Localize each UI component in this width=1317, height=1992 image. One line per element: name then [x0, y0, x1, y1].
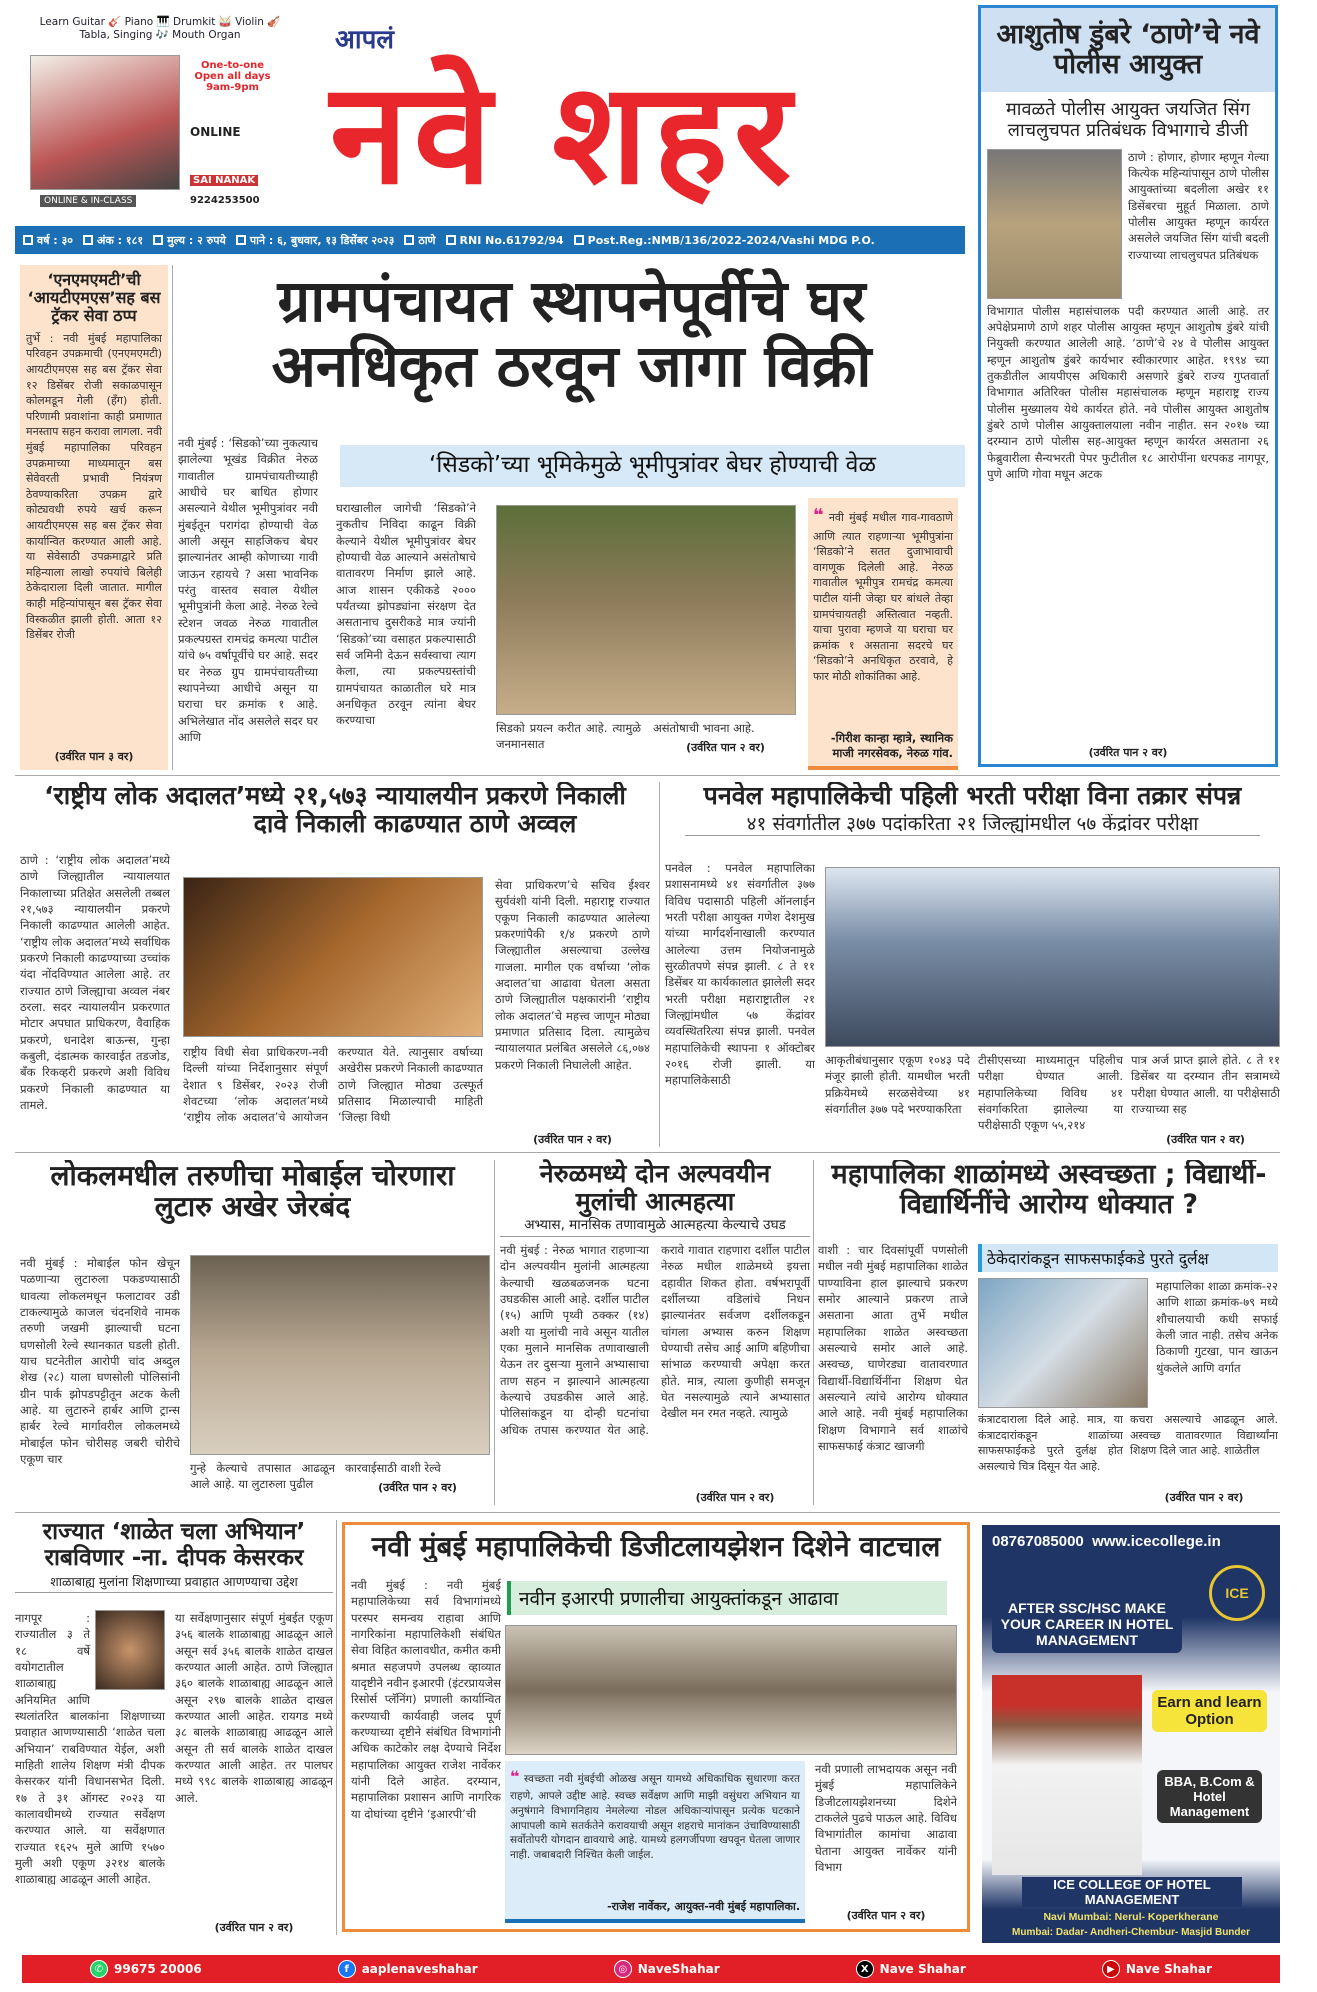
digital-continued[interactable]: (उर्वरित पान २ वर) — [846, 1909, 926, 1922]
mobile-body: नवी मुंबई : मोबाईल फोन खेचून पळणाऱ्या लुटारुला पकडण्यासाठी धावत्या लोकलमधून फलाटावर उडी टाकल्यामुळे काजल चंदनशिवे नामक तरुणी जखमी झाल्याची घटना घणसोली रेल्वे स्थानकात घडली होती. याच घटनेतील आरोपी चांद अब्दुल शेख (२८) याला घणसोली पोलिसांनी ग्रीन पार्क झोपडपट्टीतून अटक केली आहे. या लुटारुने हार्बर आणि ट्रान्स हार्बर रेल्वे मार्गावरील लोकलमध्ये मोबाईल फोन चोरीसह जबरी चोरीचे एकूण चार — [20, 1256, 180, 1466]
dirty-toilet-photo — [978, 1278, 1148, 1408]
issue-info-label: मुल्य : २ रुपये — [167, 233, 226, 247]
panvel-col4-wrap — [1131, 1052, 1280, 1147]
ad-offer: One-to-one Open all days 9am-9pm — [194, 60, 271, 93]
issue-info-label: ठाणे — [418, 233, 436, 247]
panvel-col4: पात्र अर्ज प्राप्त झाले होते. ८ ते ११ डिसेंबर या दरम्यान तीन सत्रामध्ये परीक्षा घेण्यात आली. या परीक्षेसाठी राज्याच्या सह — [1131, 1053, 1280, 1116]
school-side: महापालिका शाळा क्रमांक-२२ आणि शाळा क्रमांक-७९ मध्ये शौचालयाची कधी सफाई केली जात नाही. तसेच अनेक ठिकाणी गुटखा, पान खाऊन थुंकलेले आणि वर्गात — [1156, 1279, 1278, 1375]
gavel-photo — [183, 877, 483, 1037]
nmmt-story — [20, 265, 168, 770]
ad-loc1: Navi Mumbai: Nerul- Koperkherane — [1043, 1911, 1219, 1923]
social-label: Nave Shahar — [879, 1962, 966, 1976]
ad-contact: 08767085000 www.icecollege.in — [992, 1533, 1221, 1550]
x-icon: X — [856, 1960, 874, 1978]
issue-info-label: वर्ष : ३० — [37, 233, 73, 247]
panvel-exam-story — [665, 782, 1280, 1147]
adalat-col3: सेवा प्राधिकरण’चे सचिव ईश्वर सुर्यवंशी यांनी दिली. महाराष्ट्र राज्यात एकूण निकाली काढण्यात आलेल्या प्रकरणांपैकी १/४ प्रकरणे ठाणे जिल्ह्यातील असल्याचा उल्लेख गाजला. मागील एक वर्षाच्या ‘लोक अदालत’चा आढावा घेतला असता ठाणे जिल्ह्यातील पक्षकारांनी ‘राष्ट्रीय लोक अदालत’चे महत्त्व जाणून मोठ्या प्रमाणात प्रतिसाद दिला. त्यामुळेच न्यायालयात प्रलंबित असलेले ८६,०७४ प्रकरणे निकाली निघालेली आहेत. — [495, 878, 650, 1072]
checkbox-bullet-icon — [83, 235, 93, 245]
panvel-headline: पनवेल महापालिकेची पहिली भरती परीक्षा विना तक्रार संपन्न — [703, 782, 1242, 810]
lead-story — [178, 265, 965, 770]
panvel-col3: टीसीएसच्या माध्यमातून पहिलीच परीक्षा घेण्यात आली. महापालिकेच्या विविध ४१ संवर्गाकरिता झालेल्या या परीक्षेसाठी एकूण ५५,२१४ — [978, 1053, 1123, 1133]
nerul-body: नवी मुंबई : नेरुळ भागात राहणाऱ्या दोन अल्पवयीन मुलांनी आत्महत्या केल्याची खळबळजनक घटना उघडकीस आली आहे. दर्शील पाटील (१५) आणि पृथ्वी ठक्कर (१४) अशी या मुलांची नावे असून यातील एका मुलाने मानसिक तणावाखाली येऊन तर दुसऱ्या मुलाने अभ्यासाचा ताण सहन न झाल्याने आत्महत्या केल्याचे उघडकीस आले आहे. पोलिसांकडून या दोन्ही घटनांचा अधिक तपास करण्यात येत आहे. करावे गावात राहणारा दर्शील पाटील नेरुळ मधील शाळेमध्ये इयत्ता दहावीत शिकत होता. वर्षभरापूर्वी दर्शीलच्या वडिलांचे निधन झाल्यानंतर सर्वजण दर्शीलकडून चांगला अभ्यास करुन शिक्षण घेण्याची तसेच आई आणि बहिणीचा सांभाळ करण्याची अपेक्षा करत होते. मात्र, त्याला कुणीही समजून घेत नसल्यामुळे त्याने अभ्यासात देखील मन रमत नव्हते. त्यामुळे — [500, 1243, 810, 1437]
lead-quote-wrap — [813, 503, 953, 728]
digital-subhead: नवीन इआरपी प्रणालीचा आयुक्तांकडून आढावा — [507, 1581, 947, 1615]
chef-photo — [992, 1675, 1142, 1875]
checkbox-bullet-icon — [153, 235, 163, 245]
shala-subhead: शाळाबाह्य मुलांना शिक्षणाच्या प्रवाहात आणण्याचा उद्देश — [15, 1575, 333, 1593]
nerul-headline: नेरुळमध्ये दोन अल्पवयीन मुलांची आत्महत्या — [539, 1159, 771, 1216]
social-label: Nave Shahar — [1125, 1962, 1212, 1976]
panvel-continued[interactable]: (उर्वरित पान २ वर) — [1166, 1133, 1245, 1146]
panvel-subhead: ४१ संवर्गातील ३७७ पदांकरिता २१ जिल्ह्यांमधील ५७ केंद्रांवर परीक्षा — [685, 814, 1260, 836]
lok-adalat-story — [15, 782, 655, 1147]
old-house-photo — [496, 505, 796, 715]
police-continued[interactable]: (उर्वरित पान २ वर) — [981, 745, 1275, 764]
ad-brand: SAI NANAK — [190, 175, 258, 186]
police-body-top: ठाणे : होणार, होणार म्हणून गेल्या कित्येक महिन्यांपासून ठाणे पोलीस आयुक्तांच्या बदलीला अखेर ११ डिसेंबरचा मुहूर्त मिळाला. ठाणे पोलीस आयुक्त म्हणून कार्यरत असलेले जयजित सिंग यांची बदली राज्याच्या लाचलुचपत प्रतिबंधक — [1128, 149, 1269, 262]
digital-side: नवी प्रणाली लाभदायक असून नवी मुंबई महापालिकेने डिजीटलायझेशनच्या दिशेने टाकलेले पुढचे पाऊल आहे. विविध विभागांतील कामांचा आढावा घेताना आयुक्त नार्वेकर यांनी विभाग — [815, 1762, 957, 1874]
nmmt-headline: ‘एनएमएमटी’ची ‘आयटीएमएस’सह बस ट्रॅकर सेवा ठप्प — [27, 270, 161, 325]
nerul-continued[interactable]: (उर्वरित पान २ वर) — [695, 1491, 775, 1504]
ice-logo: ICE — [1209, 1565, 1265, 1621]
social-link[interactable] — [614, 1960, 720, 1978]
issue-info-item — [404, 233, 435, 248]
masthead-title: नवे शहर — [330, 53, 798, 216]
panvel-body: पनवेल : पनवेल महापालिका प्रशासनामध्ये ४१ संवर्गातील ३७७ विविध पदासाठी पहिली ऑनलाईन भरती परीक्षा आयुक्त गणेश देशमुख यांच्या मार्गदर्शनाखाली करण्यात आलेल्या उत्तम नियोजनामुळे सुरळीतपणे संपन्न झाली. ८ ते ११ डिसेंबर या कार्यकालात झालेली सदर भरती परीक्षा महाराष्ट्रातील २१ जिल्ह्यांमधील ५७ केंद्रांवर व्यवस्थितरित्या संपन्न झाली. पनवेल महापालिकेची स्थापना १ ऑक्टोबर २०१६ रोजी झाली. या महापालिकेसाठी — [665, 861, 815, 1088]
exam-team-photo — [825, 867, 1280, 1047]
lead-subhead: ‘सिडको’च्या भूमिकेमुळे भूमीपुत्रांवर बेघर होण्याची वेळ — [340, 445, 965, 487]
school-continued[interactable]: (उर्वरित पान २ वर) — [1164, 1491, 1244, 1504]
shala-headline: राज्यात ‘शाळेत चला अभियान’ राबविणार -ना. दीपक केसरकर — [42, 1519, 306, 1571]
social-link[interactable] — [856, 1960, 966, 1978]
digitalisation-story — [342, 1522, 970, 1932]
police-commissioner-story — [978, 5, 1278, 767]
checkbox-bullet-icon — [446, 235, 456, 245]
issue-info-item — [574, 234, 875, 247]
police-body: विभागात पोलीस महासंचालक पदी करण्यात आली आहे. तर अपेक्षेप्रमाणे ठाणे शहर पोलीस आयुक्त म्हणून आशुतोष डुंबरे यांची नियुक्ती करण्यात आलेली आहे. ‘ठाणे’चे २४ वे पोलीस आयुक्त म्हणून आशुतोष डुंबरे कार्यभार स्वीकारणार आहेत. १९९४ च्या तुकडीतील आयपीएस अधिकारी असणारे डुंबरे राज्य गुप्तवार्ता विभागात अतिरिक्त पोलीस महासंचालक म्हणून महाराष्ट्र राज्य पोलीस मुख्यालय येथे कार्यरत होते. नवे पोलीस आयुक्त आशुतोष डुंबरे ठाणे पोलीस आयुक्तालयाला नवीन नाहीत. सन २०१७ च्या दरम्यान ठाणे पोलीस सह-आयुक्त म्हणून कार्यरत असताना २६ फेब्रुवारीला सैन्यभरती पेपर फुटीतील १८ आरोपींना धरपकड नागपूर, पुणे आणि गोवा मधून अटक — [987, 303, 1269, 482]
quote-icon: ❝ — [813, 505, 824, 526]
lead-caption-left: सिडको प्रयत्न करीत आहे. त्यामुळे जनमानसात — [496, 721, 641, 752]
digital-body: नवी मुंबई : नवी मुंबई महापालिकेच्या सर्व विभागांमध्ये परस्पर समन्वय राहावा आणि नागरिकांना महापालिकेशी संबंधित सेवा विहित कालावधीत, कमीत कमी श्रमात सहजपणे उपलब्ध व्हाव्यात यादृष्टीने नवीन इआरपी (इंटरप्रायजेस रिसोर्स प्लॅनिंग) प्रणाली कार्यान्वित करण्याची कार्यवाही जलद पूर्ण करण्याच्या दृष्टीने संबंधित विभागांनी अधिक काटेकोर लक्ष देण्याचे निर्देश महापालिका आयुक्त राजेश नार्वेकर यांनी दिले आहेत. दरम्यान, महापालिका प्रशासन आणि नागरिक या दोघांच्या दृष्टीने ‘इआरपी’ची — [351, 1578, 501, 1821]
checkbox-bullet-icon — [23, 235, 33, 245]
shala-continued[interactable]: (उर्वरित पान २ वर) — [214, 1921, 294, 1934]
checkbox-bullet-icon — [574, 235, 584, 245]
mobile-continued[interactable]: (उर्वरित पान २ वर) — [378, 1481, 457, 1495]
facebook-icon: f — [338, 1960, 356, 1978]
school-caption2: कचरा असल्याचे आढळून आले. अस्वच्छ वातावरणात विद्यार्थ्यांना शिक्षण दिले जात आहे. शाळेतील — [1130, 1413, 1278, 1458]
social-link[interactable] — [1102, 1960, 1212, 1978]
ad-pitch: AFTER SSC/HSC MAKE YOUR CAREER IN HOTEL MANAGEMENT — [992, 1595, 1182, 1653]
school-headline: महापालिका शाळांमध्ये अस्वच्छता ; विद्यार्थी-विद्यार्थिनींचे आरोग्य धोक्यात ? — [831, 1160, 1267, 1221]
mobile-thief-story — [15, 1160, 490, 1505]
adalat-subhead: दावे निकाली काढण्यात ठाणे अव्वल — [253, 810, 577, 838]
lead-continued[interactable]: (उर्वरित पान २ वर) — [686, 741, 765, 755]
youtube-icon: ▶ — [1102, 1960, 1120, 1978]
divider — [813, 1160, 814, 1505]
shala-col2: या सर्वेक्षणानुसार संपूर्ण मुंबईत एकूण ३५६ बालके शाळाबाह्य आढळून आले असून सर्व ३५६ बालके शाळेत दाखल करण्यात आली आहेत. ठाणे जिल्ह्यात ३६० बालके शाळाबाह्य आढळून आले असून २९७ बालके शाळेत दाखल करण्यात आली आहेत. रायगड मध्ये ३८ बालके शाळाबाह्य आढळून आले असून ती सर्व बालके शाळेत दाखल करण्यात आली आहेत. तर पालघर मध्ये ९९८ बालके शाळाबाह्य आढळून आले. — [175, 1611, 333, 1805]
digital-headline: नवी मुंबई महापालिकेची डिजीटलायझेशन दिशेने वाटचाल — [371, 1531, 941, 1563]
issue-info-bar — [15, 226, 965, 254]
panvel-col2: आकृतीबंधानुसार एकूण १०४३ पदे मंजूर झाली होती. यामधील भरती प्रक्रियेमध्ये सरळसेवेच्या ४१ संवर्गातील ३७७ पदे भरण्याकरिता — [825, 1053, 970, 1116]
digital-quote-wrap — [510, 1766, 800, 1899]
social-label: NaveShahar — [637, 1962, 720, 1976]
school-hygiene-story — [818, 1160, 1280, 1505]
school-subhead: ठेकेदारांकडून साफसफाईकडे पुरते दुर्लक्ष — [978, 1244, 1278, 1272]
school-caption1: कंत्राटदाराला दिले आहे. मात्र, या कंत्राटदारांकडून शाळांच्या साफसफाईकडे पुरते दुर्लक्ष होत असल्याचे चित्र दिसून येत आहे. — [978, 1413, 1123, 1473]
divider — [15, 1152, 1280, 1153]
divider — [15, 1512, 1280, 1513]
school-caption2-wrap — [1130, 1412, 1278, 1505]
ad-line2: Tabla, Singing 🎶 Mouth Organ — [79, 29, 241, 41]
mobile-caption2-wrap — [345, 1460, 490, 1495]
quote-icon: ❝ — [510, 1767, 520, 1786]
issue-info-label: RNI No.61792/94 — [459, 233, 564, 247]
shala-body: नागपूर : राज्यातील ३ ते १८ वर्षे वयोगटातील शाळाबाह्य अनियमित आणि स्थलांतरित बालकांना शिक्षणाच्या प्रवाहात आणण्यासाठी ‘शाळेत चला अभियान’ राबविण्यात येईल, अशी माहिती शालेय शिक्षण मंत्री दीपक केसरकर यांनी विधानसभेत दिली. १७ ते ३१ ऑगस्ट २०२३ या कालावधीमध्ये राज्यात सर्वेक्षण करण्यात आले. या सर्वेक्षणात राज्यात १६२५ मुले आणि १५७० मुली अशी एकूण ३२१४ बालके शाळाबाह्य आढळून आली आहेत. — [15, 1611, 165, 1887]
issue-info-label: अंक : १८१ — [96, 233, 144, 247]
shala-col2-wrap — [175, 1610, 333, 1935]
lead-caption-right: असंतोषाची भावना आहे. — [653, 721, 755, 735]
issue-info-label: पाने : ६, बुधवार, १३ डिसेंबर २०२३ — [249, 233, 395, 247]
nmmt-body: तुर्भे : नवी मुंबई महापालिका परिवहन उपक्रमाची (एनएमएमटी) आयटीएमएस सह बस ट्रॅकर सेवा १२ डिसेंबर रोजी सकाळपासून कोलमडून गेली (हँग) होती. परिणामी प्रवाशांना काही प्रमाणात मनस्ताप सहन करावा लागला. नवी मुंबई महापालिका परिवहन उपक्रमाच्या माध्यमातून बस सेवेवरती प्रभावी नियंत्रण ठेवण्याकरिता उपक्रम द्वारे कोट्यवधी रुपये खर्च करून आयटीएमएस सह बस ट्रॅकर सेवा कार्यान्वित करण्यात आली आहे. या सेवेसाठी उपक्रमाद्वारे प्रति महिन्याला लाखो रुपयांचे बिलेही ठेकेदाराला दिली जातात. मागील काही महिन्यांपासून बस ट्रॅकर सेवा विस्कळीत झाली होती. आता १२ डिसेंबर रोजी — [26, 331, 162, 642]
nmmt-continued[interactable]: (उर्वरित पान ३ वर) — [54, 750, 134, 763]
digital-quote-box — [505, 1761, 805, 1923]
ad-phone: 9224253500 — [190, 195, 260, 206]
masthead-logo — [330, 20, 970, 220]
mobile-caption1: गुन्हे केल्याचे तपासात आढळून आले आहे. या लुटारुला पुढील — [190, 1461, 335, 1492]
mobile-caption2: कारवाईसाठी वाशी रेल्वे — [345, 1461, 441, 1475]
divider — [172, 265, 173, 770]
adalat-col1: ठाणे : ‘राष्ट्रीय लोक अदालत’मध्ये ठाणे जिल्ह्यातील न्यायालयात निकालाच्या प्रतिक्षेत असलेली तब्बल २१,५७३ न्यायालयीन प्रकरणे निकाली काढण्यात आलेली आहेत. ‘राष्ट्रीय लोक अदालत’मध्ये सर्वाधिक प्रकरणे निकाली काढण्याच्या उच्चांक यंदा नोंदविण्यात आलेला आहे. तर राज्यात ठाणे जिल्ह्याचा अव्वल नंबर ठरला. सदर न्यायालयीन प्रकरणात मोटार अपघात प्राधिकरण, वैवाहिक प्रकरणे, धनादेश बाऊन्स, गुन्हा कबुली, दंडात्मक कारवाईत तडजोड, बँक रिकव्हरी प्रकरणे अशी विविध प्रकरणे निकाली काढण्यात या तामले. — [20, 853, 170, 1112]
lead-headline: ग्रामपंचायत स्थापनेपूर्वीचे घर अनधिकृत ठरवून जागा विक्री — [271, 267, 872, 400]
police-headline: आशुतोष डुंबरे ‘ठाणे’चे नवे पोलीस आयुक्त — [981, 8, 1275, 92]
divider — [15, 775, 1280, 776]
issue-info-item — [83, 233, 143, 248]
lead-quote-author: -गिरीश कान्हा म्हात्रे, स्थानिक माजी नगरसेवक, नेरुळ गांव. — [830, 731, 953, 760]
review-meeting-photo — [505, 1625, 957, 1755]
school-campaign-story — [15, 1520, 333, 1935]
shala-body-wrap — [15, 1610, 165, 1935]
social-link[interactable] — [338, 1960, 478, 1978]
ad-earn: Earn and learn Option — [1152, 1690, 1267, 1732]
digital-quote-author: -राजेश नार्वेकर, आयुक्त-नवी मुंबई महापालिका. — [607, 1900, 800, 1913]
lead-caption-right-wrap — [653, 720, 798, 755]
social-label: 99675 20006 — [114, 1962, 202, 1976]
social-link[interactable] — [90, 1960, 202, 1978]
arrested-suspect-photo — [190, 1255, 490, 1455]
checkbox-bullet-icon — [404, 235, 414, 245]
ice-college-ad[interactable] — [982, 1525, 1280, 1943]
social-footer-bar — [22, 1955, 1280, 1983]
issue-info-label: Post.Reg.:NMB/136/2022-2024/Vashi MDG P.O. — [587, 233, 875, 247]
ad-line1: Learn Guitar 🎸 Piano 🎹 Drumkit 🥁 Violin 🎻 — [39, 16, 281, 28]
social-label: aaplenaveshahar — [361, 1962, 478, 1976]
ad-college: ICE COLLEGE OF HOTEL MANAGEMENT — [1022, 1877, 1242, 1907]
lead-col1: नवी मुंबई : ‘सिडको’च्या नुकत्याच झालेल्या भूखंड विक्रीत नेरुळ गावातील ग्रामपंचायतीच्याही आधीचे घर बाधित होणार असल्याने येथील भूमीपुत्रांवर नवी मुंबईतून परागंदा होण्याची वेळ आली असून साहजिकच बेघर झाल्यानंतर आम्ही कोणाच्या गावी जाऊन रहायचे ? असा भावनिक परंतु वास्तव सवाल येथील भूमीपुत्रांनी केला आहे. नेरुळ रेल्वे स्टेशन जवळ नेरुळ गावातील प्रकल्पग्रस्त रामचंद्र कमत्या पाटील यांचे ७५ वर्षापूर्वीचे घर आहे. सदर घर नेरुळ ग्रुप ग्रामपंचायतीच्या स्थापनेच्या आधीचे असून या घराचा घर क्रमांक १ आहे. अभिलेखात नोंद असलेले सदर घर आणि — [178, 436, 318, 744]
ad-loc2: Mumbai: Dadar- Andheri-Chembur- Masjid Bunder — [1012, 1927, 1250, 1938]
adalat-col3-wrap — [495, 877, 650, 1147]
music-class-ad — [30, 15, 290, 215]
digital-side-wrap — [815, 1761, 957, 1923]
nerul-suicide-story — [500, 1160, 810, 1505]
divider — [336, 1520, 337, 1935]
ad-mode: ONLINE & IN-CLASS — [40, 195, 136, 207]
ad-courses: BBA, B.Com & Hotel Management — [1157, 1770, 1262, 1823]
instagram-icon: ◎ — [614, 1960, 632, 1978]
issue-info-item — [236, 233, 394, 248]
police-subhead: मावळते पोलीस आयुक्त जयजित सिंग लाचलुचपत प्रतिबंधक विभागाचे डीजी — [1006, 99, 1250, 141]
nerul-subhead: अभ्यास, मानसिक तणावामुळे आत्महत्या केल्याचे उघड — [500, 1218, 810, 1237]
divider — [659, 782, 660, 1147]
issue-info-item — [446, 234, 564, 247]
adalat-headline: ‘राष्ट्रीय लोक अदालत’मध्ये २१,५७३ न्यायालयीन प्रकरणे निकाली — [44, 782, 626, 810]
mobile-headline: लोकलमधील तरुणीचा मोबाईल चोरणारा लुटारु अखेर जेरबंद — [50, 1160, 455, 1224]
police-body-wrap — [981, 149, 1275, 741]
minister-photo — [95, 1610, 165, 1690]
ad-online: ONLINE — [190, 125, 241, 139]
masthead-prefix: आपलं — [335, 25, 394, 55]
musicians-image — [30, 55, 180, 190]
issue-info-item — [153, 233, 226, 248]
adalat-continued[interactable]: (उर्वरित पान २ वर) — [533, 1133, 612, 1146]
checkbox-bullet-icon — [236, 235, 246, 245]
lead-quote-box — [808, 498, 958, 770]
adalat-col2: राष्ट्रीय विधी सेवा प्राधिकरण-नवी दिल्ली यांच्या निर्देशानुसार संपूर्ण देशात ९ डिसेंबर, २०२३ रोजी शेवटच्या ‘लोक अदालत’मध्ये ‘राष्ट्रीय लोक अदालत’चे आयोजन करण्यात येते. त्यानुसार वर्षाच्या अखेरीस प्रकरणे निकाली काढण्यात ठाणे जिल्ह्यात मोठ्या उत्स्फूर्त प्रतिसाद मिळाल्याची माहिती ‘जिल्हा विधी — [183, 1045, 483, 1125]
whatsapp-icon: ✆ — [90, 1960, 108, 1978]
school-body: वाशी : चार दिवसांपूर्वी पणसोली मधील नवी मुंबई महापालिका शाळेत पाण्याविना हाल झाल्याचे प्रकरण समोर आल्याने प्रकरण ताजे असताना आता तुर्भे मधील महापालिका शाळेत अस्वच्छता असल्याचे समोर आले आहे. अस्वच्छ, घाणेरड्या वातावरणात विद्यार्थी-विद्यार्थिनींना शिक्षण घेत असल्याने त्यांचे आरोग्य धोक्यात आले आहे. नवी मुंबई महापालिका शिक्षण विभागाने सर्व शाळांचे साफसफाई कंत्राट खाजगी — [818, 1243, 968, 1453]
police-officer-photo — [987, 149, 1122, 299]
issue-info-item — [23, 233, 73, 248]
lead-col2: घराखालील जागेची ‘सिडको’ने नुकतीच निविदा काढून विक्री केल्याने येथील भूमीपुत्रांवर बेघर होण्याची वेळ आल्याने असंतोषाचे वातावरण निर्माण झाले आहे. आज शासन एकीकडे २००० पर्यंतच्या झोपड्यांना संरक्षण देत असतानाच दुसरीकडे मात्र ज्यांनी ‘सिडको’च्या वसाहत प्रकल्पासाठी सर्व जमिनी देऊन सर्वस्वाचा त्याग केला, त्या प्रकल्पग्रस्तांची ग्रामपंचायत काळातील घरे मात्र अनधिकृत ठरवून त्यांना बेघर करण्याचा — [336, 501, 476, 728]
lead-quote: नवी मुंबई मधील गाव-गावठाणे आणि त्यात राहणाऱ्या भूमीपुत्रांना ‘सिडको’ने सतत दुजाभावाची वागणूक दिलेली आहे. नेरुळ गावातील भूमीपुत्र रामचंद्र कमत्या पाटील यांनी जेव्हा घर बांधले तेव्हा ग्रामपंचायतही अस्तित्वात नव्हती. याचा पुरावा म्हणजे या घराचा घर क्रमांक १ असताना सदरचे घर ‘सिडको’ने अनधिकृत ठरवावे, हे फार मोठी शोकांतिका आहे. — [813, 511, 953, 684]
divider — [494, 1160, 495, 1505]
digital-quote: स्वच्छता नवी मुंबईची ओळख असून यामध्ये अधिकाधिक सुधारणा करत राहणे, आपले उद्दीष्ट आहे. स्वच्छ सर्वेक्षण आणि माझी वसुंधरा अभियान या अनुषंगाने विभागनिहाय नेमलेल्या नोडल अधिकाऱ्यांपासून प्रत्येक घटकाने आपापली कामे सतर्कतेने करावयाची असून शहराचे मानांकन उंचाविण्यासाठी सर्वोतोपरी योगदान द्यावयाचे आहे. यामध्ये हलगर्जीपणा खपवून घेतला जाणार नाही. जबाबदारी निश्चित केली जाईल. — [510, 1773, 800, 1862]
